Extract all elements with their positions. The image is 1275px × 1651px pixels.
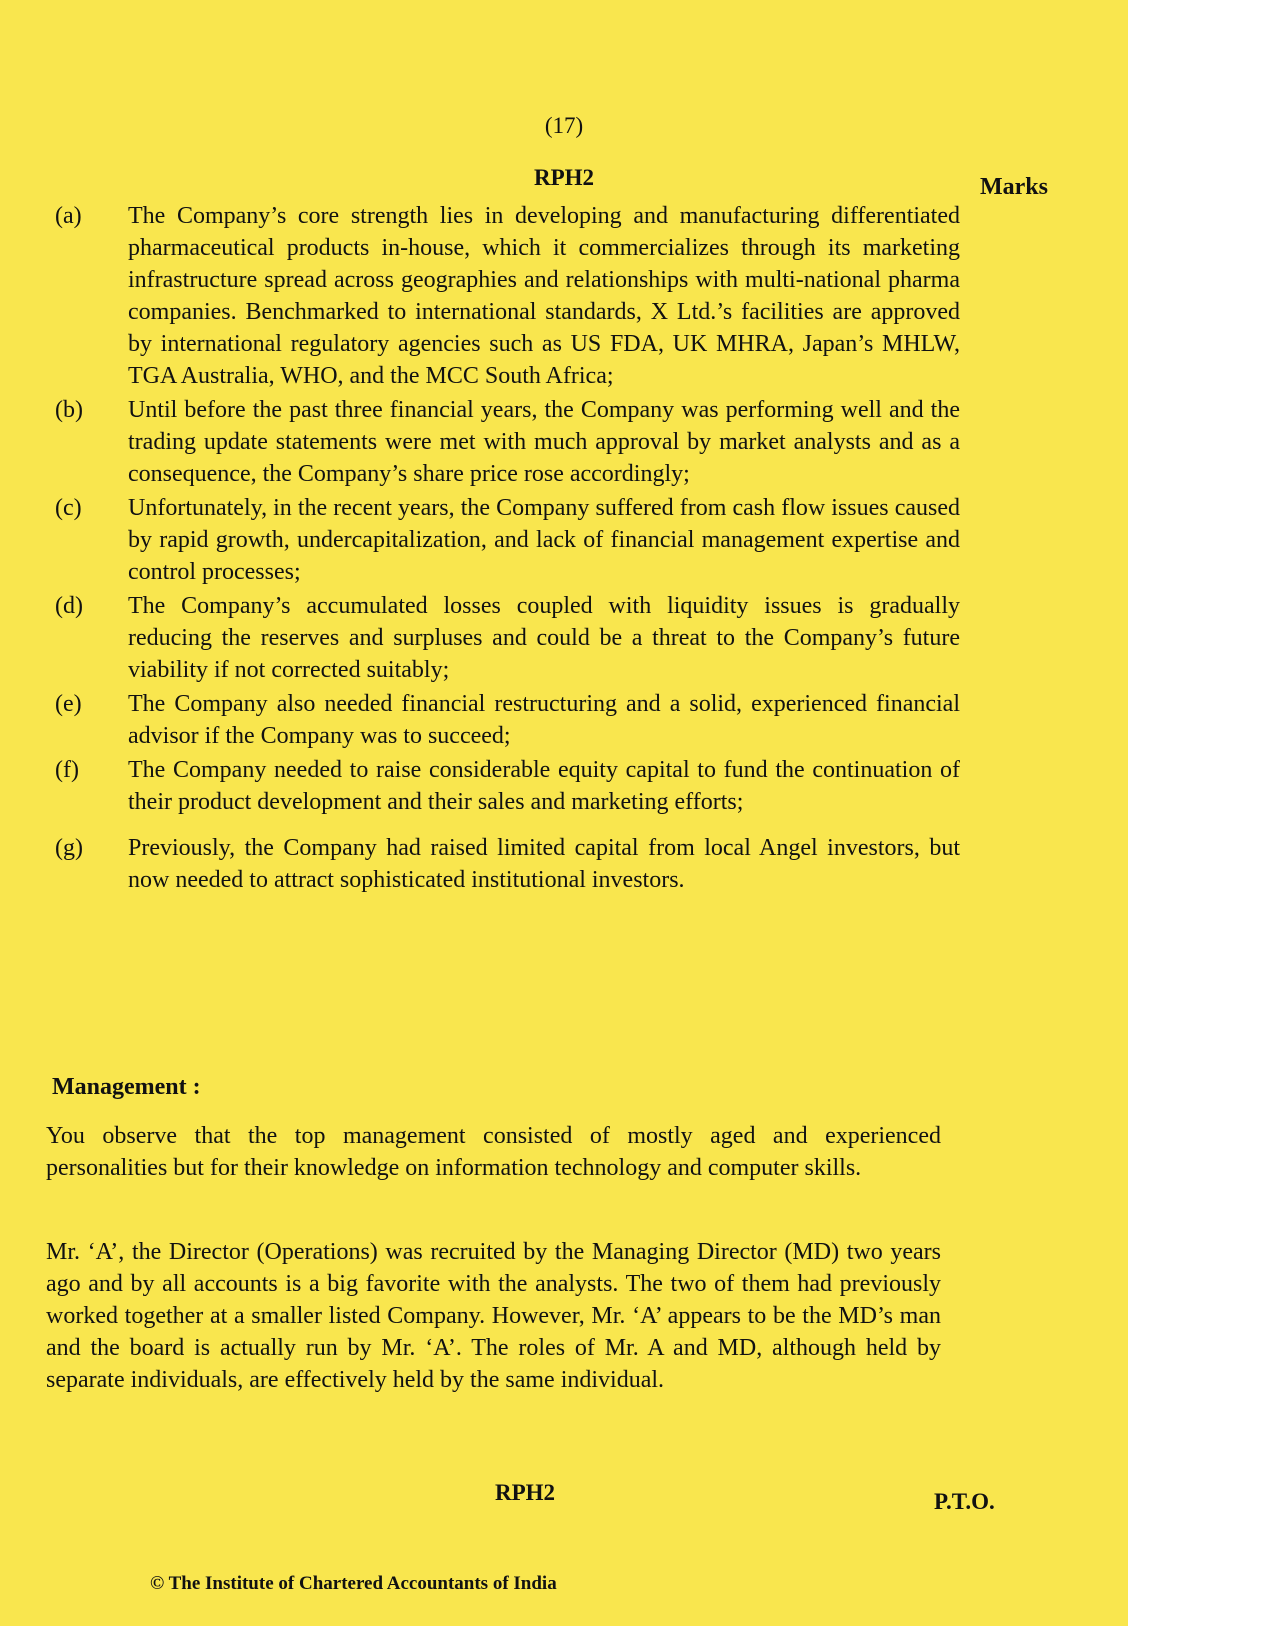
paper-code-header: RPH2	[533, 165, 595, 190]
section-heading: Management :	[52, 1074, 201, 1100]
list-item	[55, 394, 960, 490]
list-item	[55, 200, 960, 392]
list-item	[55, 688, 960, 752]
item-label: (f)	[55, 757, 79, 783]
marks-label: Marks	[980, 174, 1048, 200]
item-text: The Company also needed financial restructuring and a solid, experienced financial advisor if the Company was to succeed;	[128, 691, 960, 749]
item-text: The Company needed to raise considerable equity capital to fund the continuation of their product development and their sales and marketing efforts;	[128, 757, 960, 815]
item-text: Unfortunately, in the recent years, the Company suffered from cash flow issues caused by rapid growth, undercapitalization, and lack of financial management expertise and control processes;	[128, 495, 960, 585]
item-text: The Company’s accumulated losses coupled with liquidity issues is gradually reducing the reserves and surpluses and could be a threat to the Company’s future viability if not corrected suitably;	[128, 593, 960, 683]
item-label: (e)	[55, 691, 82, 717]
item-label: (c)	[55, 495, 82, 521]
list-item	[55, 590, 960, 686]
list-item	[55, 832, 960, 896]
item-label: (b)	[55, 397, 83, 423]
item-label: (g)	[55, 835, 83, 861]
pto-label: P.T.O.	[934, 1489, 995, 1514]
page-number: (17)	[544, 113, 584, 138]
management-paragraph-2: Mr. ‘A’, the Director (Operations) was recruited by the Managing Director (MD) two years ago and by all accounts is a big favorite with the analysts. The two of them had previously worked together at a smaller listed Company. However, Mr. ‘A’ appears to be the MD’s man and the board is actually run by Mr. ‘A’. The roles of Mr. A and MD, although held by separate individuals, are effectively held by the same individual.	[46, 1239, 941, 1393]
management-paragraph-1: You observe that the top management consisted of mostly aged and experienced personalities but for their knowledge on information technology and computer skills.	[46, 1123, 941, 1181]
list-item	[55, 492, 960, 588]
item-label: (a)	[55, 203, 82, 229]
item-text: Until before the past three financial years, the Company was performing well and the trading update statements were met with much approval by market analysts and as a consequence, the Company’s share price rose accordingly;	[128, 397, 960, 487]
item-label: (d)	[55, 593, 83, 619]
list-item	[55, 754, 960, 818]
item-text: The Company’s core strength lies in developing and manufacturing differentiated pharmaceutical products in-house, which it commercializes through its marketing infrastructure spread across geographies and relationships with multi-national pharma companies. Benchmarked to international standards, X Ltd.’s facilities are approved by international regulatory agencies such as US FDA, UK MHRA, Japan’s MHLW, TGA Australia, WHO, and the MCC South Africa;	[128, 203, 960, 389]
item-text: Previously, the Company had raised limited capital from local Angel investors, but now needed to attract sophisticated institutional investors.	[128, 835, 960, 893]
paper-code-footer: RPH2	[495, 1480, 556, 1505]
point-list	[55, 200, 960, 896]
copyright-notice: © The Institute of Chartered Accountants of India	[150, 1573, 557, 1594]
